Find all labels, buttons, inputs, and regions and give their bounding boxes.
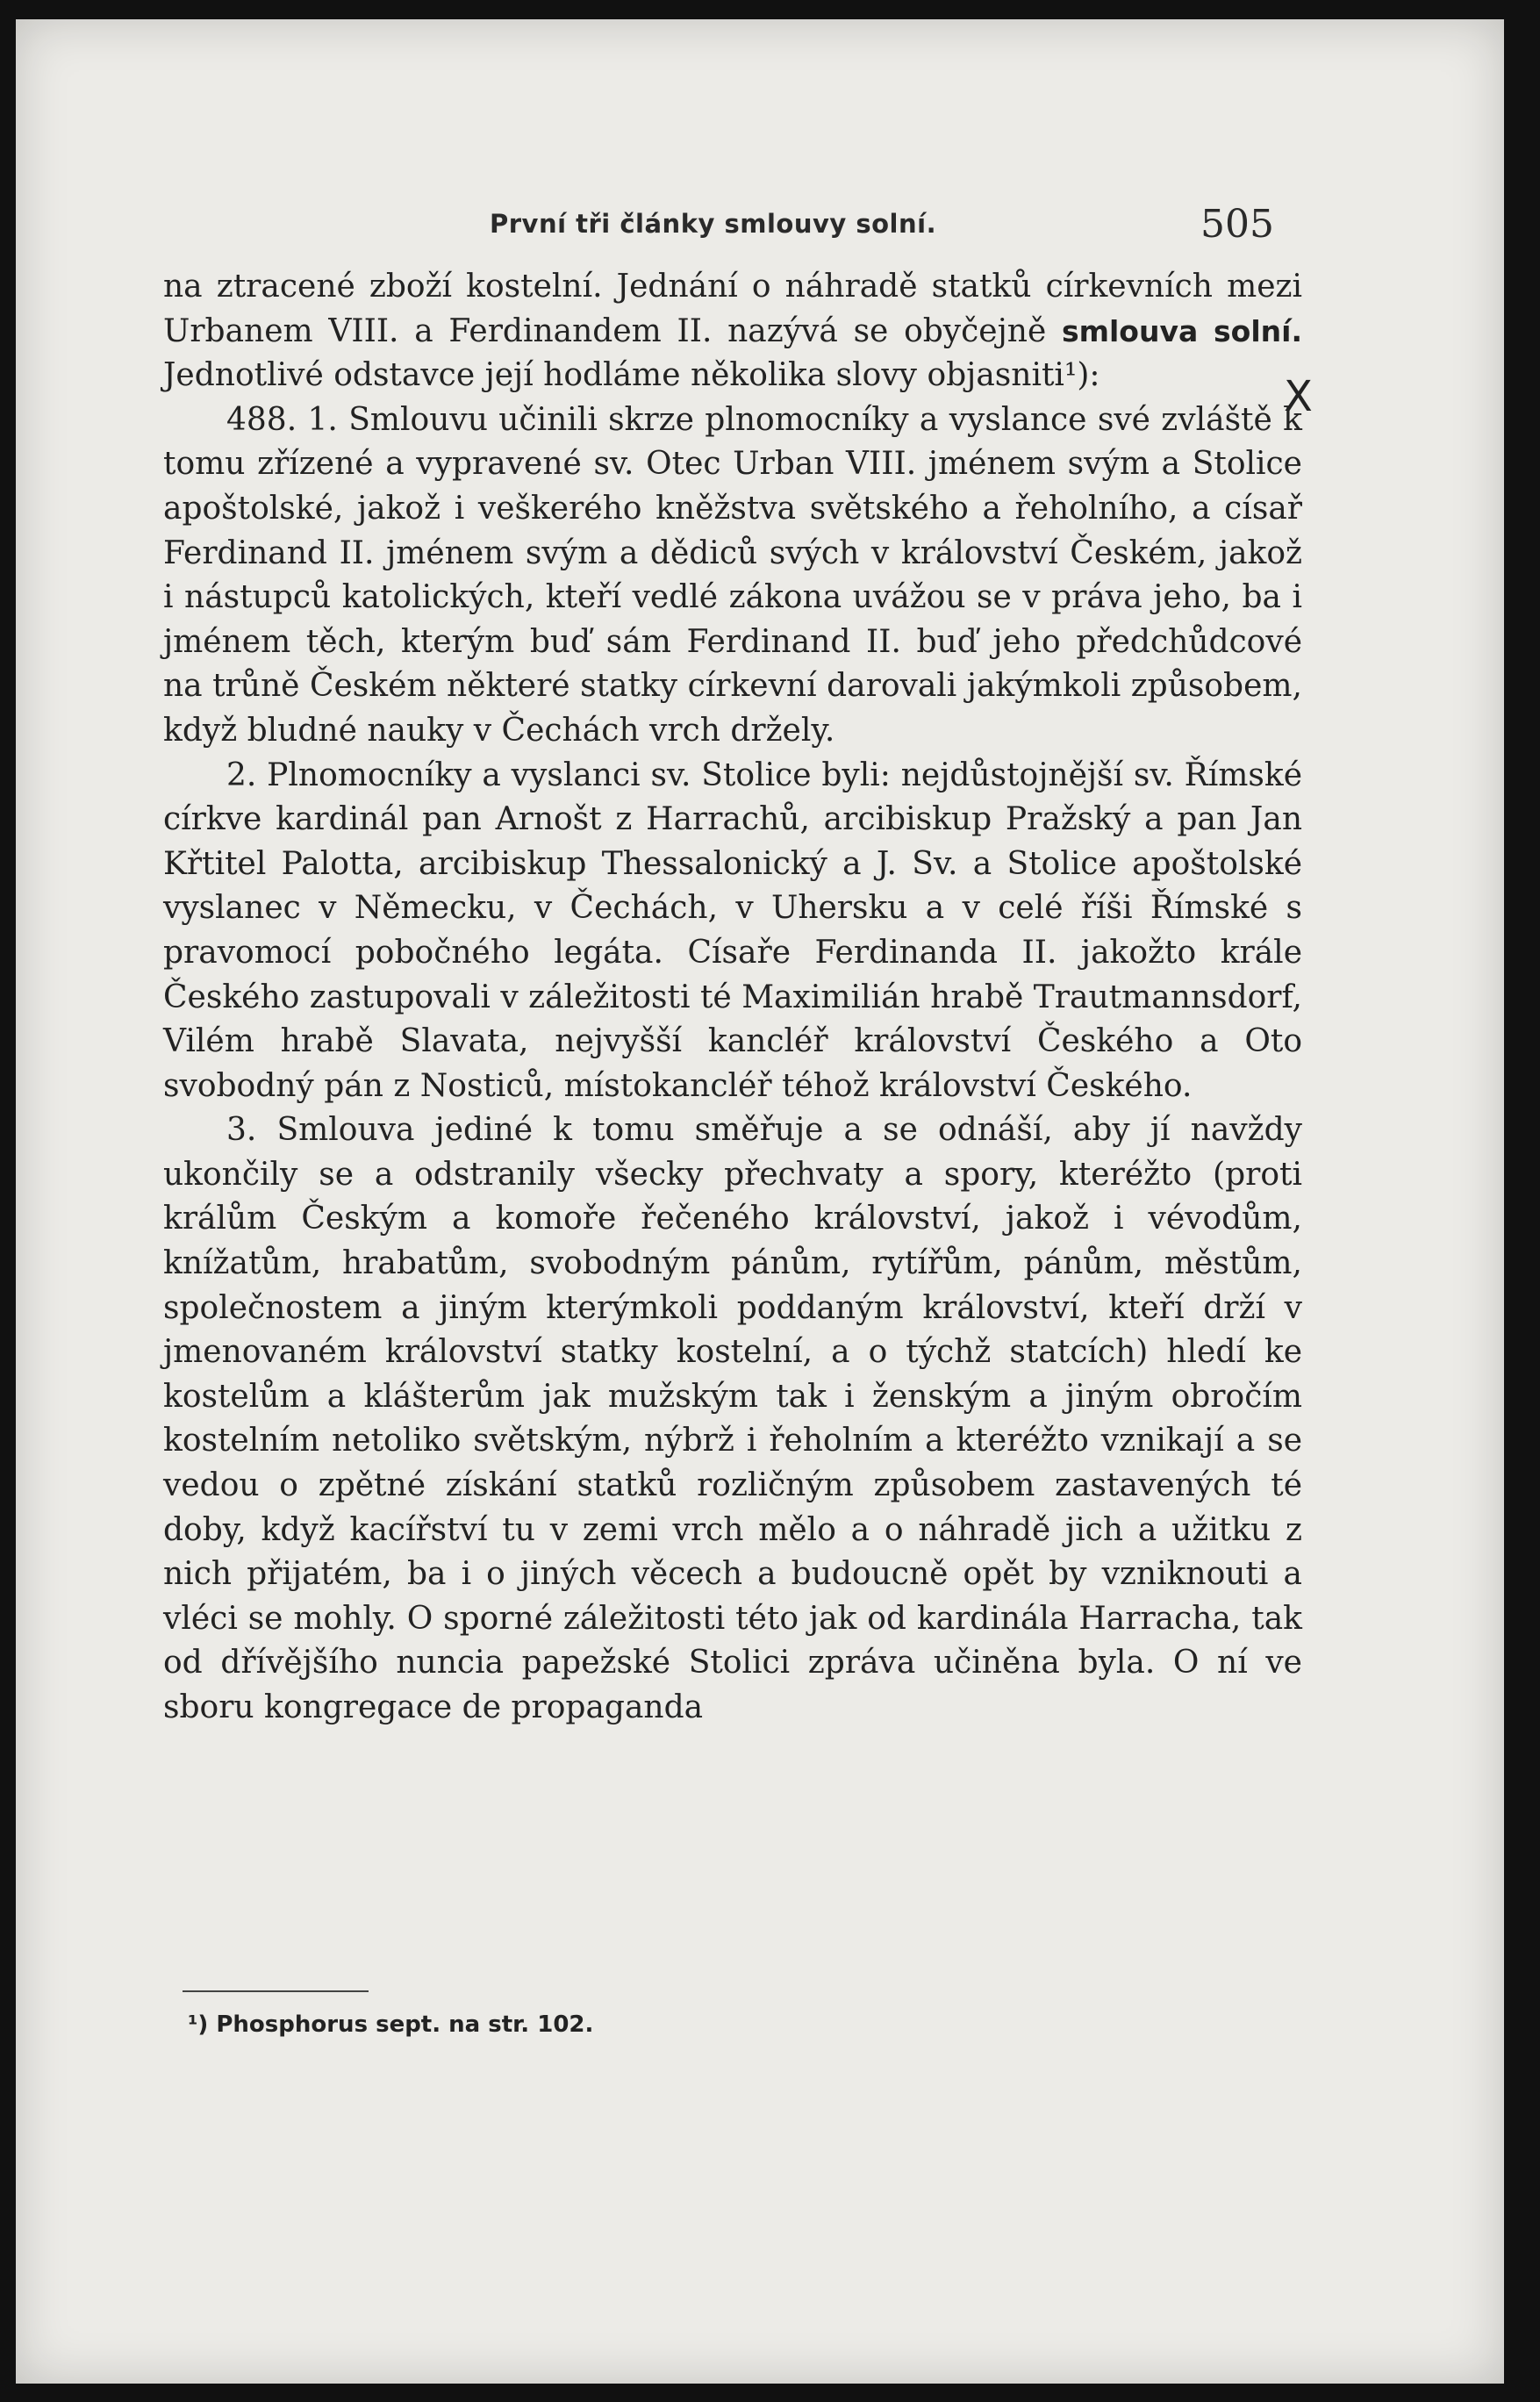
paragraph-2: 2. Plnomocníky a vyslanci sv. Stolice byli: nejdůstojnější sv. Římské církve kardinál pan Arnošt z Harrachů, arcibiskup Pražský a pan Jan Křtitel Palotta, arcibiskup Thessalonický a J. Sv. a Stolice apoštolské vyslanec v Německu, v Čechách, v Uhersku a v celé říši Římské s pravomocí pobočného legáta. Císaře Ferdinanda II. jakožto krále Českého zastupovali v záležitosti té Maximilián hrabě Trautmannsdorf, Vilém hrabě Slavata, nejvyšší kancléř království Českého a Oto svobodný pán z Nosticů, místokancléř téhož království Českého. [163, 756, 1302, 1104]
paragraph-1: 488. 1. Smlouvu učinili skrze plnomocníky a vyslance své zvláště k tomu zřízené a vypravené sv. Otec Urban VIII. jménem svým a Stolice apoštolské, jakož i veškerého kněžstva světského a řeholního, a císař Ferdinand II. jménem svým a dědiců svých v království Českém, jakož i nástupců katolických, kteří vedlé zákona uvážou se v práva jeho, ba i jménem těch, kterým buď sám Ferdinand II. buď jeho předchůdcové na trůně Českém některé statky církevní darovali jakýmkoli způsobem, když bludné nauky v Čechách vrch držely. [163, 401, 1302, 749]
intro-paragraph [163, 265, 1302, 398]
page-number: 505 [1200, 202, 1274, 247]
footnote-rule [183, 1990, 369, 1992]
footnote-marker: ¹) [188, 2011, 209, 2038]
book-page [16, 19, 1504, 2384]
footnote-text: Phosphorus sept. na str. 102. [216, 2011, 594, 2038]
margin-mark: X [1284, 372, 1313, 421]
intro-text-after-bold: Jednotlivé odstavce její hodláme několika slovy objasniti¹): [163, 357, 1100, 394]
intro-text-before-bold: na ztracené zboží kostelní. Jednání o náhradě statků církevních mezi Urbanem VIII. a Ferdinandem II. nazývá se obyčejně [163, 269, 1302, 349]
footnote [188, 2011, 593, 2038]
running-head: První tři články smlouvy solní. [490, 209, 937, 239]
page-header [16, 202, 1504, 255]
paragraph-3: 3. Smlouva jediné k tomu směřuje a se odnáší, aby jí navždy ukončily se a odstranily všecky přechvaty a spory, kteréžto (proti králům Českým a komoře řečeného království, jakož i vévodům, knížatům, hrabatům, svobodným pánům, rytířům, pánům, městům, společnostem a jiným kterýmkoli poddaným království, kteří drží v jmenovaném království statky kostelní, a o týchž statcích) hledí ke kostelům a klášterům jak mužským tak i ženským a jiným obročím kostelním netoliko světským, nýbrž i řeholním a kteréžto vznikají a se vedou o zpětné získání statků rozličným způsobem zastavených té doby, když kacířství tu v zemi vrch mělo a o náhradě jich a užitku z nich přijatém, ba i o jiných věcech a budoucně opět by vzniknouti a vléci se mohly. O sporné záležitosti této jak od kardinála Harracha, tak od dřívějšího nuncia papežské Stolici zpráva učiněna byla. O ní ve sboru kongregace de propaganda [163, 1112, 1302, 1725]
intro-bold-term: smlouva solní. [1061, 313, 1302, 348]
body-text [163, 265, 1302, 1731]
